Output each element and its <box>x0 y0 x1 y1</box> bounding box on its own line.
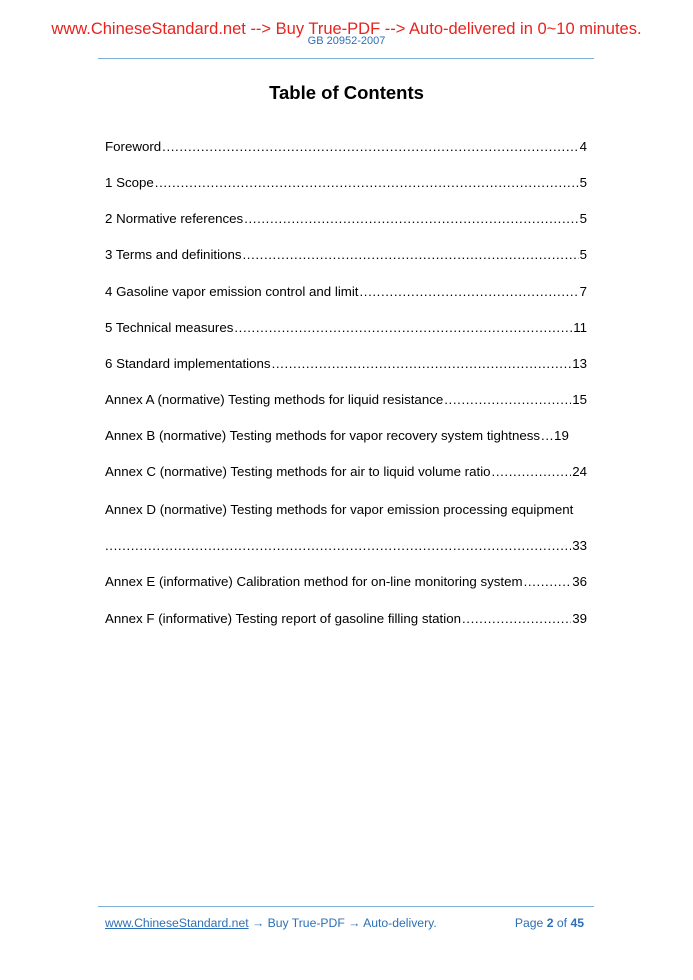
arrow-right-icon: → <box>348 916 361 930</box>
toc-entry-normative-references[interactable] <box>105 211 587 227</box>
toc-entry-label: 5 Technical measures <box>105 320 234 335</box>
toc-entry-annex-c[interactable] <box>105 464 587 480</box>
toc-leader-dots <box>541 428 553 444</box>
toc-entry-page: 39 <box>572 611 587 626</box>
promo-banner[interactable]: www.ChineseStandard.net --> Buy True-PDF --> Auto-delivered in 0~10 minutes. <box>51 20 642 38</box>
footer-site-link[interactable]: www.ChineseStandard.net <box>105 916 249 930</box>
page-label: Page <box>514 916 544 930</box>
toc-entry-annex-a[interactable] <box>105 392 587 408</box>
toc-entry-page: 36 <box>572 574 587 589</box>
toc-entry-page: 11 <box>573 320 587 335</box>
toc-entry-foreword[interactable] <box>105 139 587 155</box>
toc-entry-page: 13 <box>572 356 587 371</box>
total-pages-number: 45 <box>570 916 584 930</box>
toc-entry-page: 15 <box>572 392 587 407</box>
footer-delivery-text: Auto-delivery. <box>363 916 437 930</box>
toc-entry-label: 2 Normative references <box>105 211 244 226</box>
toc-leader-dots <box>524 574 572 590</box>
toc-entry-technical-measures[interactable] <box>105 320 587 336</box>
toc-entry-label: Annex A (normative) Testing methods for liquid resistance <box>105 392 444 407</box>
toc-leader-dots <box>244 211 578 227</box>
toc-leader-dots <box>105 538 571 554</box>
toc-entry-label: Annex F (informative) Testing report of gasoline filling station <box>105 611 461 626</box>
toc-entry-scope[interactable] <box>105 175 587 191</box>
toc-entry-label: Annex D (normative) Testing methods for vapor emission processing equipment <box>105 502 574 517</box>
toc-entry-label: 1 Scope <box>105 175 154 190</box>
toc-entry-page: 19 <box>554 428 569 443</box>
toc-entry-annex-d[interactable] <box>105 502 587 518</box>
page-indicator <box>515 916 584 931</box>
toc-entry-emission-control[interactable] <box>105 284 587 300</box>
toc-leader-dots <box>492 464 572 480</box>
footer-promo <box>105 916 437 931</box>
toc-entry-standard-implementations[interactable] <box>105 356 587 372</box>
toc-entry-annex-f[interactable] <box>105 611 587 627</box>
toc-leader-dots <box>360 284 579 300</box>
toc-entry-label: 4 Gasoline vapor emission control and limit <box>105 284 359 299</box>
toc-entry-label: Annex B (normative) Testing methods for vapor recovery system tightness <box>105 428 541 443</box>
toc-leader-dots <box>243 247 579 263</box>
toc-leader-dots <box>272 356 572 372</box>
toc-entry-label: 3 Terms and definitions <box>105 247 242 262</box>
toc-entry-page: 5 <box>579 211 587 226</box>
toc-entry-page: 5 <box>579 175 587 190</box>
toc-leader-dots <box>462 611 571 627</box>
toc-entry-label: 6 Standard implementations <box>105 356 271 371</box>
toc-entry-label: Annex E (informative) Calibration method for on-line monitoring system <box>105 574 523 589</box>
toc-entry-terms-definitions[interactable] <box>105 247 587 263</box>
current-page-number: 2 <box>546 916 554 930</box>
toc-entry-page: 7 <box>579 284 587 299</box>
toc-entry-annex-b[interactable] <box>105 428 587 444</box>
toc-entry-label: Annex C (normative) Testing methods for air to liquid volume ratio <box>105 464 491 479</box>
toc-entry-page: 5 <box>579 247 587 262</box>
arrow-right-icon: → <box>252 916 265 930</box>
footer-divider <box>98 906 594 907</box>
toc-entry-annex-d-continuation[interactable] <box>105 538 587 554</box>
of-label: of <box>556 916 568 930</box>
toc-leader-dots <box>444 392 571 408</box>
toc-entry-annex-e[interactable] <box>105 574 587 590</box>
toc-leader-dots <box>234 320 572 336</box>
footer-buy-text: Buy True-PDF <box>267 916 345 930</box>
toc-entry-page: 24 <box>572 464 587 479</box>
toc-entry-label: Foreword <box>105 139 162 154</box>
standard-code: GB 20952-2007 <box>307 35 386 47</box>
page-title: Table of Contents <box>269 82 424 103</box>
toc-entry-page: 33 <box>572 538 587 553</box>
toc-leader-dots <box>162 139 578 155</box>
toc-leader-dots <box>155 175 579 191</box>
toc-entry-page: 4 <box>579 139 587 154</box>
